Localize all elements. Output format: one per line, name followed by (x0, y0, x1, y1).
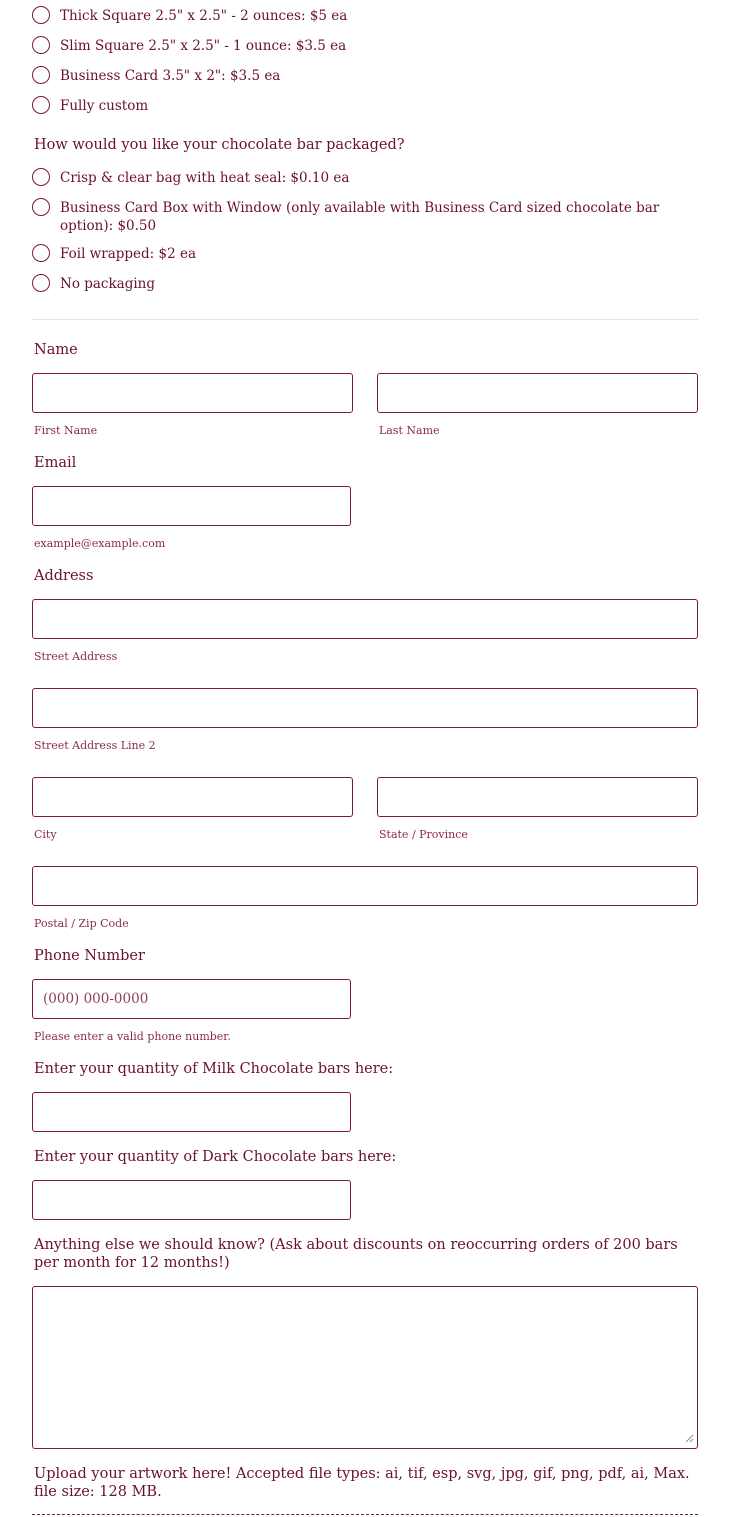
packaging-option-foil-wrapped[interactable] (32, 245, 672, 263)
upload-label: Upload your artwork here! Accepted file types: ai, tif, esp, svg, jpg, gif, png, pdf, ai, Max. file size: 128 MB. (34, 1466, 690, 1500)
size-option-slim-square[interactable] (32, 37, 672, 55)
dark-quantity-input[interactable] (32, 1180, 351, 1220)
radio-label: Business Card 3.5" x 2": $3.5 ea (60, 68, 281, 84)
first-name-sublabel: First Name (34, 424, 98, 437)
notes-textarea[interactable] (32, 1286, 698, 1449)
last-name-input[interactable] (377, 373, 698, 413)
radio-button[interactable] (32, 66, 50, 84)
section-divider (32, 319, 698, 320)
packaging-question: How would you like your chocolate bar packaged? (34, 137, 405, 153)
radio-label: Slim Square 2.5" x 2.5" - 1 ounce: $3.5 ea (60, 38, 347, 54)
notes-label: Anything else we should know? (Ask about discounts on reoccurring orders of 200 bars per month for 12 months!) (34, 1237, 678, 1271)
radio-button[interactable] (32, 36, 50, 54)
street-address-input[interactable] (32, 599, 698, 639)
milk-quantity-label: Enter your quantity of Milk Chocolate bars here: (34, 1061, 394, 1077)
size-option-business-card[interactable] (32, 67, 672, 85)
radio-button[interactable] (32, 244, 50, 262)
upload-dropzone[interactable] (32, 1514, 698, 1515)
email-label: Email (34, 455, 77, 471)
phone-sublabel: Please enter a valid phone number. (34, 1030, 231, 1043)
name-label: Name (34, 342, 78, 358)
radio-label: Fully custom (60, 98, 149, 114)
radio-button[interactable] (32, 96, 50, 114)
last-name-sublabel: Last Name (379, 424, 440, 437)
radio-button[interactable] (32, 168, 50, 186)
street-address-line2-sublabel: Street Address Line 2 (34, 739, 156, 752)
dark-quantity-label: Enter your quantity of Dark Chocolate bars here: (34, 1149, 397, 1165)
radio-label: Business Card Box with Window (only available with Business Card sized chocolate bar option): $0.50 (60, 200, 660, 234)
zip-input[interactable] (32, 866, 698, 906)
street-address-sublabel: Street Address (34, 650, 118, 663)
radio-button[interactable] (32, 198, 50, 216)
radio-label: Foil wrapped: $2 ea (60, 246, 197, 262)
phone-label: Phone Number (34, 948, 145, 964)
radio-label: Crisp & clear bag with heat seal: $0.10 ea (60, 170, 350, 186)
radio-button[interactable] (32, 274, 50, 292)
resize-grip-icon[interactable] (684, 1433, 694, 1443)
packaging-option-no-packaging[interactable] (32, 275, 672, 293)
radio-label: Thick Square 2.5" x 2.5" - 2 ounces: $5 ea (60, 8, 348, 24)
first-name-input[interactable] (32, 373, 353, 413)
email-sublabel: example@example.com (34, 537, 166, 550)
state-sublabel: State / Province (379, 828, 468, 841)
size-option-thick-square[interactable] (32, 7, 672, 25)
address-label: Address (34, 568, 94, 584)
email-input[interactable] (32, 486, 351, 526)
city-input[interactable] (32, 777, 353, 817)
city-sublabel: City (34, 828, 57, 841)
size-option-fully-custom[interactable] (32, 97, 672, 115)
packaging-option-clear-bag[interactable] (32, 169, 672, 187)
state-input[interactable] (377, 777, 698, 817)
packaging-option-business-card-box[interactable] (32, 199, 672, 235)
zip-sublabel: Postal / Zip Code (34, 917, 129, 930)
radio-button[interactable] (32, 6, 50, 24)
phone-input[interactable] (32, 979, 351, 1019)
radio-label: No packaging (60, 276, 156, 292)
milk-quantity-input[interactable] (32, 1092, 351, 1132)
street-address-line2-input[interactable] (32, 688, 698, 728)
